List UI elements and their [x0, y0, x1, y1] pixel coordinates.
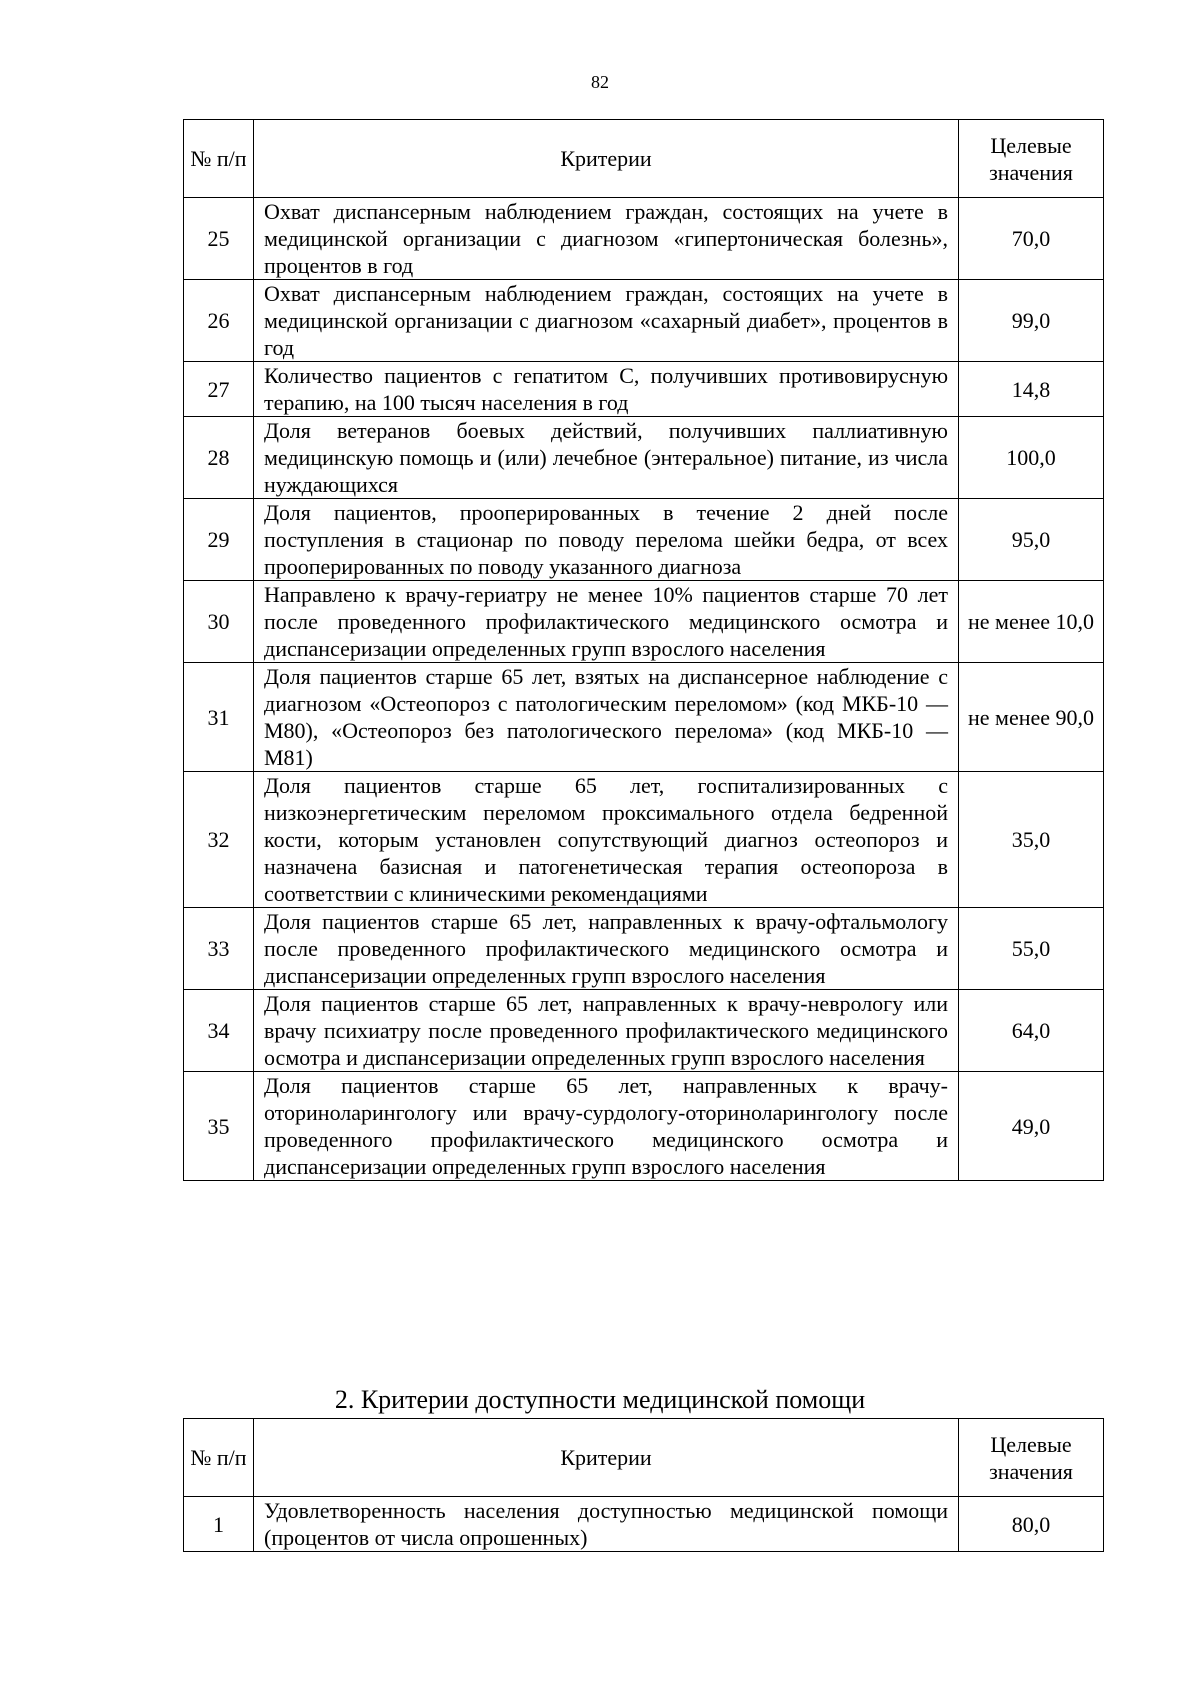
row-criterion: Направлено к врачу-гериатру не менее 10% пациентов старше 70 лет после проведенного профилактического медицинского осмотра и диспансеризации определенных групп взрослого населения	[254, 581, 959, 663]
row-target-value: 64,0	[959, 990, 1104, 1072]
criteria-table-accessibility	[183, 1418, 1104, 1552]
row-number: 35	[184, 1072, 254, 1181]
header-criteria: Критерии	[254, 120, 959, 198]
header-target: Целевые значения	[959, 120, 1104, 198]
table-row	[184, 581, 1104, 663]
table-row	[184, 1072, 1104, 1181]
row-criterion: Доля пациентов старше 65 лет, взятых на диспансерное наблюдение с диагнозом «Остеопороз с патологическим переломом» (код МКБ-10 — М80), «Остеопороз без патологического перелома» (код МКБ-10 — М81)	[254, 663, 959, 772]
row-number: 28	[184, 417, 254, 499]
row-number: 31	[184, 663, 254, 772]
row-target-value: 35,0	[959, 772, 1104, 908]
table-row	[184, 1497, 1104, 1552]
header-target: Целевые значения	[959, 1419, 1104, 1497]
page-number: 82	[591, 72, 609, 92]
row-target-value: 70,0	[959, 198, 1104, 280]
row-target-value: 80,0	[959, 1497, 1104, 1552]
row-criterion: Количество пациентов с гепатитом С, получивших противовирусную терапию, на 100 тысяч населения в год	[254, 362, 959, 417]
table-row	[184, 417, 1104, 499]
header-criteria: Критерии	[254, 1419, 959, 1497]
section-title: 2. Критерии доступности медицинской помощи	[334, 1385, 866, 1414]
row-criterion: Доля ветеранов боевых действий, получивших паллиативную медицинскую помощь и (или) лечебное (энтеральное) питание, из числа нуждающихся	[254, 417, 959, 499]
row-criterion: Доля пациентов старше 65 лет, направленных к врачу-неврологу или врачу психиатру после проведенного профилактического медицинского осмотра и диспансеризации определенных групп взрослого населения	[254, 990, 959, 1072]
row-target-value: 99,0	[959, 280, 1104, 362]
row-target-value: не менее 90,0	[959, 663, 1104, 772]
row-criterion: Удовлетворенность населения доступностью медицинской помощи (процентов от числа опрошенных)	[254, 1497, 959, 1552]
row-target-value: 55,0	[959, 908, 1104, 990]
row-number: 33	[184, 908, 254, 990]
row-number: 29	[184, 499, 254, 581]
header-number: № п/п	[184, 120, 254, 198]
row-criterion: Доля пациентов старше 65 лет, направленных к врачу-офтальмологу после проведенного профилактического медицинского осмотра и диспансеризации определенных групп взрослого населения	[254, 908, 959, 990]
row-criterion: Охват диспансерным наблюдением граждан, состоящих на учете в медицинской организации с диагнозом «гипертоническая болезнь», процентов в год	[254, 198, 959, 280]
row-number: 32	[184, 772, 254, 908]
row-number: 34	[184, 990, 254, 1072]
table-row	[184, 280, 1104, 362]
row-criterion: Охват диспансерным наблюдением граждан, состоящих на учете в медицинской организации с диагнозом «сахарный диабет», процентов в год	[254, 280, 959, 362]
row-target-value: 95,0	[959, 499, 1104, 581]
table-row	[184, 772, 1104, 908]
header-number: № п/п	[184, 1419, 254, 1497]
row-number: 1	[184, 1497, 254, 1552]
row-target-value: не менее 10,0	[959, 581, 1104, 663]
row-number: 25	[184, 198, 254, 280]
table-row	[184, 990, 1104, 1072]
table-header-row	[184, 1419, 1104, 1497]
row-criterion: Доля пациентов, прооперированных в течение 2 дней после поступления в стационар по поводу перелома шейки бедра, от всех прооперированных по поводу указанного диагноза	[254, 499, 959, 581]
table-row	[184, 908, 1104, 990]
table-row	[184, 362, 1104, 417]
row-target-value: 49,0	[959, 1072, 1104, 1181]
table-row	[184, 198, 1104, 280]
row-number: 30	[184, 581, 254, 663]
row-number: 27	[184, 362, 254, 417]
row-number: 26	[184, 280, 254, 362]
criteria-table-quality	[183, 119, 1104, 1181]
table-row	[184, 499, 1104, 581]
row-criterion: Доля пациентов старше 65 лет, госпитализированных с низкоэнергетическим переломом проксимального отдела бедренной кости, которым установлен сопутствующий диагноз остеопороз и назначена базисная и патогенетическая терапия остеопороза в соответствии с клиническими рекомендациями	[254, 772, 959, 908]
table-row	[184, 663, 1104, 772]
row-target-value: 14,8	[959, 362, 1104, 417]
row-criterion: Доля пациентов старше 65 лет, направленных к врачу-оториноларингологу или врачу-сурдологу-оториноларингологу после проведенного профилактического медицинского осмотра и диспансеризации определенных групп взрослого населения	[254, 1072, 959, 1181]
table-header-row	[184, 120, 1104, 198]
row-target-value: 100,0	[959, 417, 1104, 499]
